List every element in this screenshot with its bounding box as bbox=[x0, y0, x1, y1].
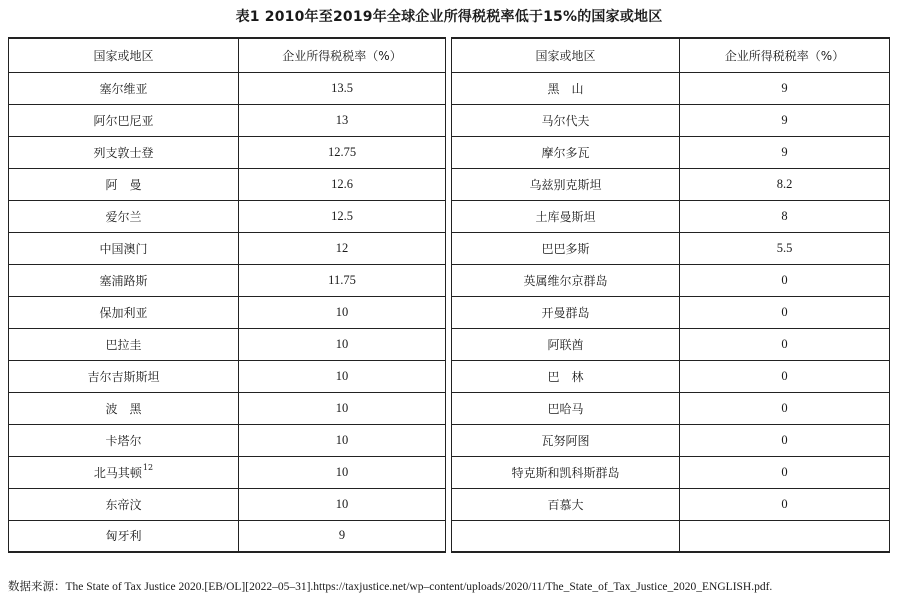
footnote-marker: 12 bbox=[142, 462, 154, 472]
table-row bbox=[9, 264, 446, 296]
country-cell bbox=[452, 456, 680, 488]
country-cell bbox=[9, 360, 239, 392]
country-cell bbox=[452, 520, 680, 552]
table-title: 表1 2010年至2019年全球企业所得税税率低于15%的国家或地区 bbox=[235, 9, 663, 25]
header-country: 国家或地区 bbox=[9, 38, 239, 72]
rate-cell: 0 bbox=[680, 392, 890, 424]
table-row bbox=[452, 360, 890, 392]
table-row bbox=[452, 232, 890, 264]
rate-cell: 8.2 bbox=[680, 168, 890, 200]
table-row bbox=[452, 104, 890, 136]
country-cell bbox=[452, 232, 680, 264]
rate-cell: 0 bbox=[680, 488, 890, 520]
header-rate: 企业所得税税率（%） bbox=[680, 38, 890, 72]
country-name: 土库曼斯坦 bbox=[535, 209, 596, 224]
table-row bbox=[452, 456, 890, 488]
header-country: 国家或地区 bbox=[452, 38, 680, 72]
country-cell bbox=[9, 488, 239, 520]
country-name: 巴巴多斯 bbox=[541, 241, 590, 256]
rate-cell: 0 bbox=[680, 296, 890, 328]
rate-cell: 0 bbox=[680, 360, 890, 392]
country-name: 波 黑 bbox=[105, 401, 142, 416]
rate-cell: 12.75 bbox=[239, 136, 446, 168]
rate-cell: 9 bbox=[680, 72, 890, 104]
country-name: 东帝汶 bbox=[105, 497, 142, 512]
country-name: 北马其顿 bbox=[93, 465, 142, 480]
header-row bbox=[9, 38, 446, 72]
rate-cell: 12 bbox=[239, 232, 446, 264]
rate-cell: 10 bbox=[239, 488, 446, 520]
country-name: 英属维尔京群岛 bbox=[523, 273, 608, 288]
country-cell bbox=[452, 200, 680, 232]
country-name: 匈牙利 bbox=[105, 529, 142, 544]
rate-cell: 5.5 bbox=[680, 232, 890, 264]
country-name: 阿尔巴尼亚 bbox=[93, 113, 154, 128]
country-cell bbox=[452, 328, 680, 360]
country-name: 巴哈马 bbox=[547, 401, 584, 416]
country-cell bbox=[452, 424, 680, 456]
rate-cell: 0 bbox=[680, 328, 890, 360]
table-row bbox=[9, 232, 446, 264]
table-row bbox=[452, 264, 890, 296]
table-row bbox=[9, 392, 446, 424]
country-name: 乌兹别克斯坦 bbox=[529, 177, 602, 192]
country-cell bbox=[9, 232, 239, 264]
country-name: 特克斯和凯科斯群岛 bbox=[511, 465, 620, 480]
country-name: 巴拉圭 bbox=[105, 337, 142, 352]
country-name: 百慕大 bbox=[547, 497, 584, 512]
table-row bbox=[9, 200, 446, 232]
country-name: 塞尔维亚 bbox=[99, 81, 148, 96]
header-row bbox=[452, 38, 890, 72]
table-row bbox=[9, 520, 446, 552]
table-row bbox=[452, 136, 890, 168]
rate-cell: 9 bbox=[680, 136, 890, 168]
country-name: 黑 山 bbox=[547, 81, 584, 96]
table-row bbox=[452, 520, 890, 552]
country-cell bbox=[9, 520, 239, 552]
rate-cell: 12.6 bbox=[239, 168, 446, 200]
country-name: 塞浦路斯 bbox=[99, 273, 148, 288]
country-cell bbox=[452, 104, 680, 136]
rate-cell: 0 bbox=[680, 424, 890, 456]
table-row bbox=[9, 488, 446, 520]
rate-cell bbox=[680, 520, 890, 552]
country-name: 爱尔兰 bbox=[105, 209, 142, 224]
country-cell bbox=[452, 136, 680, 168]
rate-cell: 8 bbox=[680, 200, 890, 232]
country-cell bbox=[452, 360, 680, 392]
table-row bbox=[452, 168, 890, 200]
country-name: 保加利亚 bbox=[99, 305, 148, 320]
country-cell bbox=[452, 264, 680, 296]
country-name: 卡塔尔 bbox=[105, 433, 142, 448]
rate-cell: 13.5 bbox=[239, 72, 446, 104]
country-name: 阿 曼 bbox=[105, 177, 142, 192]
country-cell bbox=[9, 104, 239, 136]
rate-cell: 12.5 bbox=[239, 200, 446, 232]
rate-cell: 0 bbox=[680, 456, 890, 488]
table-row bbox=[452, 424, 890, 456]
table-row bbox=[452, 72, 890, 104]
country-name: 中国澳门 bbox=[99, 241, 148, 256]
rate-cell: 10 bbox=[239, 392, 446, 424]
country-cell bbox=[9, 72, 239, 104]
country-cell bbox=[452, 168, 680, 200]
table-row bbox=[9, 328, 446, 360]
rate-cell: 10 bbox=[239, 424, 446, 456]
country-cell bbox=[9, 456, 239, 488]
country-cell bbox=[9, 168, 239, 200]
country-cell bbox=[9, 296, 239, 328]
right-table-body bbox=[452, 72, 890, 552]
rate-cell: 10 bbox=[239, 456, 446, 488]
left-table bbox=[8, 37, 446, 553]
rate-cell: 10 bbox=[239, 360, 446, 392]
country-name: 巴 林 bbox=[547, 369, 584, 384]
right-table bbox=[451, 37, 890, 553]
rate-cell: 13 bbox=[239, 104, 446, 136]
country-cell bbox=[452, 72, 680, 104]
rate-cell: 9 bbox=[680, 104, 890, 136]
country-name: 瓦努阿图 bbox=[541, 433, 590, 448]
table-row bbox=[452, 200, 890, 232]
table-row bbox=[9, 296, 446, 328]
table-row bbox=[452, 328, 890, 360]
country-name: 列支敦士登 bbox=[93, 145, 154, 160]
country-name: 摩尔多瓦 bbox=[541, 145, 590, 160]
table-row bbox=[9, 72, 446, 104]
country-name: 吉尔吉斯斯坦 bbox=[87, 369, 160, 384]
table-row bbox=[452, 488, 890, 520]
table-row bbox=[9, 136, 446, 168]
header-rate: 企业所得税税率（%） bbox=[239, 38, 446, 72]
table-row bbox=[9, 360, 446, 392]
table-row bbox=[452, 296, 890, 328]
country-cell bbox=[9, 392, 239, 424]
rate-cell: 10 bbox=[239, 328, 446, 360]
table-row bbox=[452, 392, 890, 424]
country-cell bbox=[9, 424, 239, 456]
left-table-body bbox=[9, 72, 446, 552]
table-row bbox=[9, 456, 446, 488]
country-name: 阿联酋 bbox=[547, 337, 584, 352]
rate-cell: 11.75 bbox=[239, 264, 446, 296]
country-name: 开曼群岛 bbox=[541, 305, 590, 320]
rate-cell: 10 bbox=[239, 296, 446, 328]
table-row bbox=[9, 104, 446, 136]
country-cell bbox=[9, 328, 239, 360]
country-cell bbox=[452, 488, 680, 520]
country-cell bbox=[452, 296, 680, 328]
source-note: 数据来源：The State of Tax Justice 2020.[EB/OL][2022–05–31].https://taxjustice.net/wp–content/uploads/2020/11/The_State_of_Tax_Justice_2020_ENGLISH.pdf. bbox=[8, 581, 773, 593]
country-name: 马尔代夫 bbox=[541, 113, 590, 128]
country-cell bbox=[452, 392, 680, 424]
country-cell bbox=[9, 264, 239, 296]
country-cell bbox=[9, 136, 239, 168]
rate-cell: 0 bbox=[680, 264, 890, 296]
table-row bbox=[9, 168, 446, 200]
table-row bbox=[9, 424, 446, 456]
country-cell bbox=[9, 200, 239, 232]
rate-cell: 9 bbox=[239, 520, 446, 552]
